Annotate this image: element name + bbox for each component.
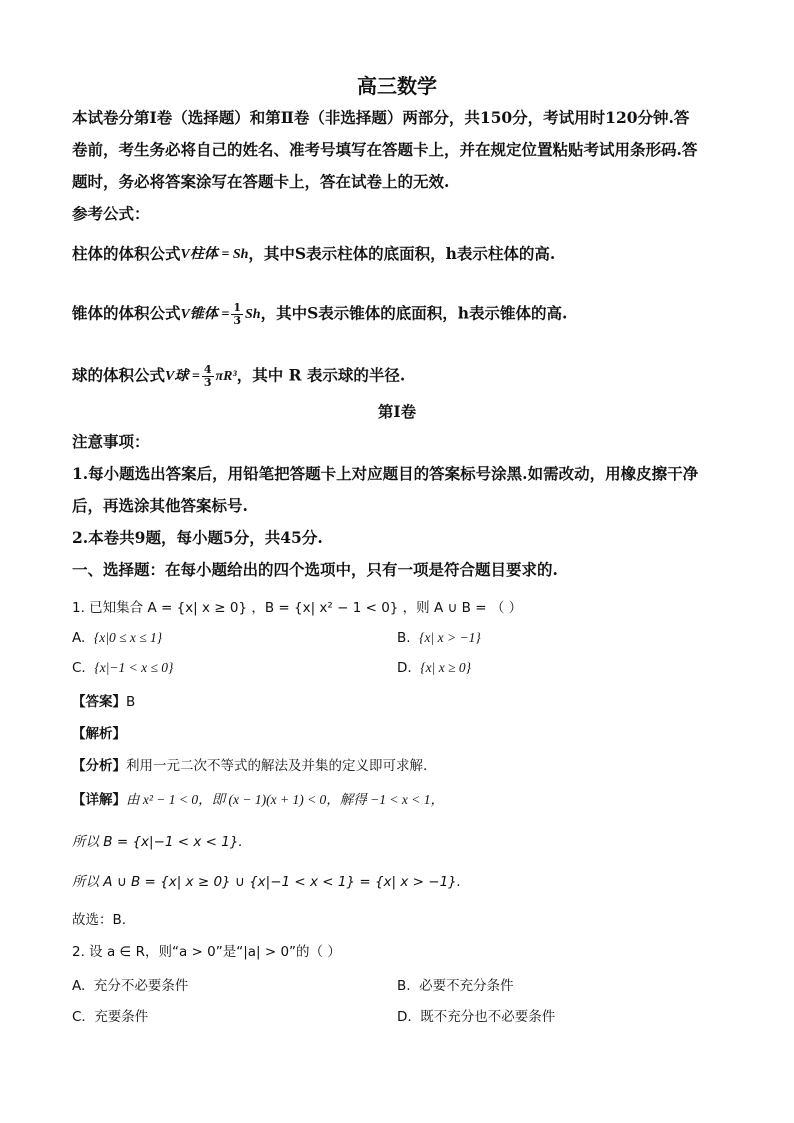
fraction-four-thirds <box>202 364 214 389</box>
question-1-option-d[interactable] <box>397 660 471 676</box>
question-1-option-b[interactable] <box>397 630 481 646</box>
formula-prefix: 锥体的体积公式 <box>72 303 181 323</box>
fenxi-text: 利用一元二次不等式的解法及并集的定义即可求解. <box>126 758 428 774</box>
formula-suffix: ，其中S表示锥体的底面积，h表示锥体的高. <box>260 303 568 323</box>
xiangjie-tag: 【详解】 <box>72 792 126 808</box>
xiangjie-text: 由 x² − 1 < 0，即 (x − 1)(x + 1) < 0，解得 −1 < x < 1， <box>126 792 445 807</box>
notice-line-2: 后，再选涂其他答案标号. <box>72 496 248 515</box>
sphere-volume-formula-rhs: πR³ <box>215 368 237 384</box>
option-text: {x| x ≥ 0} <box>420 660 472 675</box>
page-title: 高三数学 <box>357 74 437 98</box>
question-2-option-d[interactable] <box>397 1005 555 1025</box>
option-label: D. <box>397 660 412 676</box>
option-label: C. <box>72 660 86 676</box>
notice-heading: 注意事项： <box>72 432 150 451</box>
option-label: C. <box>72 1009 86 1025</box>
fenxi-tag: 【分析】 <box>72 758 126 774</box>
fraction-one-third <box>231 302 243 327</box>
formula-line-sphere <box>72 364 732 389</box>
intro-line-3: 题时，务必将答案涂写在答题卡上，答在试卷上的无效. <box>72 172 450 191</box>
option-text: 必要不充分条件 <box>419 978 514 994</box>
formula-line-prism <box>72 244 732 265</box>
option-label: A. <box>72 630 86 646</box>
part-one-heading: 一、选择题：在每小题给出的四个选项中，只有一项是符合题目要求的. <box>72 560 558 579</box>
formula-suffix: ，其中 R 表示球的半径. <box>236 365 406 385</box>
reference-heading: 参考公式： <box>72 204 150 223</box>
question-1-step-2: 所以 B = {x|−1 < x < 1}. <box>72 834 243 850</box>
question-2-option-c[interactable] <box>72 1005 148 1025</box>
option-text: 既不充分也不必要条件 <box>420 1009 556 1025</box>
answer-value: B <box>126 694 136 710</box>
sphere-volume-formula-lhs: V球 = <box>165 368 200 384</box>
question-1-analysis-tag: 【解析】 <box>72 726 126 742</box>
question-1-option-a[interactable] <box>72 630 162 646</box>
answer-tag: 【答案】 <box>72 694 126 710</box>
formula-prefix: 球的体积公式 <box>72 365 166 385</box>
fraction-numerator: 4 <box>203 363 212 376</box>
option-text: 充分不必要条件 <box>93 978 189 994</box>
formula-suffix: ，其中S表示柱体的底面积，h表示柱体的高. <box>248 244 556 263</box>
question-2-option-a[interactable] <box>72 974 188 994</box>
formula-line-cone <box>72 302 732 327</box>
fraction-numerator: 1 <box>233 301 241 314</box>
option-label: B. <box>397 630 411 646</box>
option-text: 充要条件 <box>94 1009 149 1025</box>
cone-volume-formula-rhs: Sh <box>245 306 261 322</box>
notice-line-3: 2.本卷共9题，每小题5分，共45分. <box>72 528 323 547</box>
intro-line-2: 卷前，考生务必将自己的姓名、准考号填写在答题卡上，并在规定位置粘贴考试用条形码.答 <box>72 140 698 159</box>
cone-volume-formula-lhs: V锥体 = <box>180 306 230 322</box>
intro-line-1: 本试卷分第Ⅰ卷（选择题）和第Ⅱ卷（非选择题）两部分，共150分，考试用时120分钟.答 <box>72 108 690 127</box>
option-label: A. <box>72 978 86 994</box>
question-1-option-c[interactable] <box>72 660 173 676</box>
option-label: D. <box>397 1009 412 1025</box>
option-text: {x| x > −1} <box>419 630 481 645</box>
question-1-step-3: 所以 A ∪ B = {x| x ≥ 0} ∪ {x|−1 < x < 1} = {x| x > −1}. <box>72 874 462 890</box>
notice-line-1: 1.每小题选出答案后，用铅笔把答题卡上对应题目的答案标号涂黑.如需改动，用橡皮擦干净 <box>72 464 699 483</box>
formula-prefix: 柱体的体积公式 <box>72 244 181 263</box>
question-1-conclusion: 故选：B. <box>72 912 127 928</box>
option-text: {x|0 ≤ x ≤ 1} <box>93 630 163 645</box>
option-label: B. <box>397 978 411 994</box>
question-2-stem: 2. 设 a ∈ R，则“a > 0”是“|a| > 0”的（ ） <box>72 944 341 960</box>
option-text: {x|−1 < x ≤ 0} <box>94 660 174 675</box>
fraction-denominator: 3 <box>203 376 212 389</box>
question-1-answer <box>72 692 732 712</box>
fraction-denominator: 3 <box>233 314 241 327</box>
question-1-xiangjie <box>72 790 732 810</box>
question-1-fenxi <box>72 756 732 776</box>
question-1-stem: 1. 已知集合 A = {x| x ≥ 0} ，B = {x| x² − 1 < 0} ，则 A ∪ B = （ ） <box>72 600 523 616</box>
section-heading: 第Ⅰ卷 <box>377 402 417 421</box>
prism-volume-formula: V柱体 = Sh <box>180 247 249 262</box>
question-2-option-b[interactable] <box>397 974 514 994</box>
